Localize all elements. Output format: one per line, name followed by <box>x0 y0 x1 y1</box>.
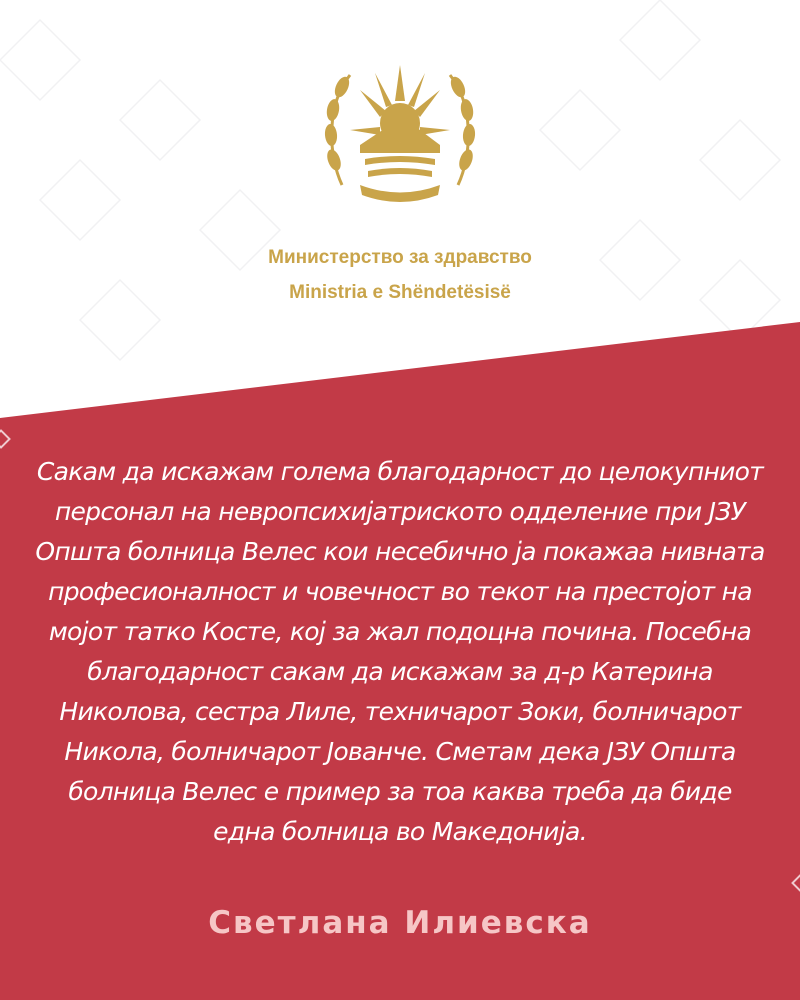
testimonial-line: мојот татко Косте, кој за жал подоцна почина. Посебна <box>48 617 752 646</box>
testimonial-line: болница Велес е пример за тоа каква треба да биде <box>68 777 732 806</box>
ministry-name-macedonian: Министерство за здравство <box>268 247 532 268</box>
testimonial-line: Општа болница Велес кои несебично ја покажаа нивната <box>35 537 765 566</box>
testimonial-line: професионалност и човечност во текот на престојот на <box>48 577 752 606</box>
testimonial-line: Никола, болничарот Јованче. Сметам дека ЈЗУ Општа <box>64 737 736 766</box>
testimonial-line: Сакам да искажам голема благодарност до целокупниот <box>36 457 764 486</box>
testimonial-line: персонал на невропсихијатриското одделение при ЈЗУ <box>54 497 746 526</box>
testimonial-author: Светлана Илиевска <box>208 905 592 941</box>
ministry-name-albanian: Ministria e Shëndetësisë <box>289 282 511 303</box>
testimonial-line: Николова, сестра Лиле, техничарот Зоки, болничарот <box>59 697 741 726</box>
testimonial-line: благодарност сакам да искажам за д-р Катерина <box>87 657 713 686</box>
testimonial-line: една болница во Македонија. <box>213 817 587 846</box>
testimonial-text <box>0 452 800 872</box>
